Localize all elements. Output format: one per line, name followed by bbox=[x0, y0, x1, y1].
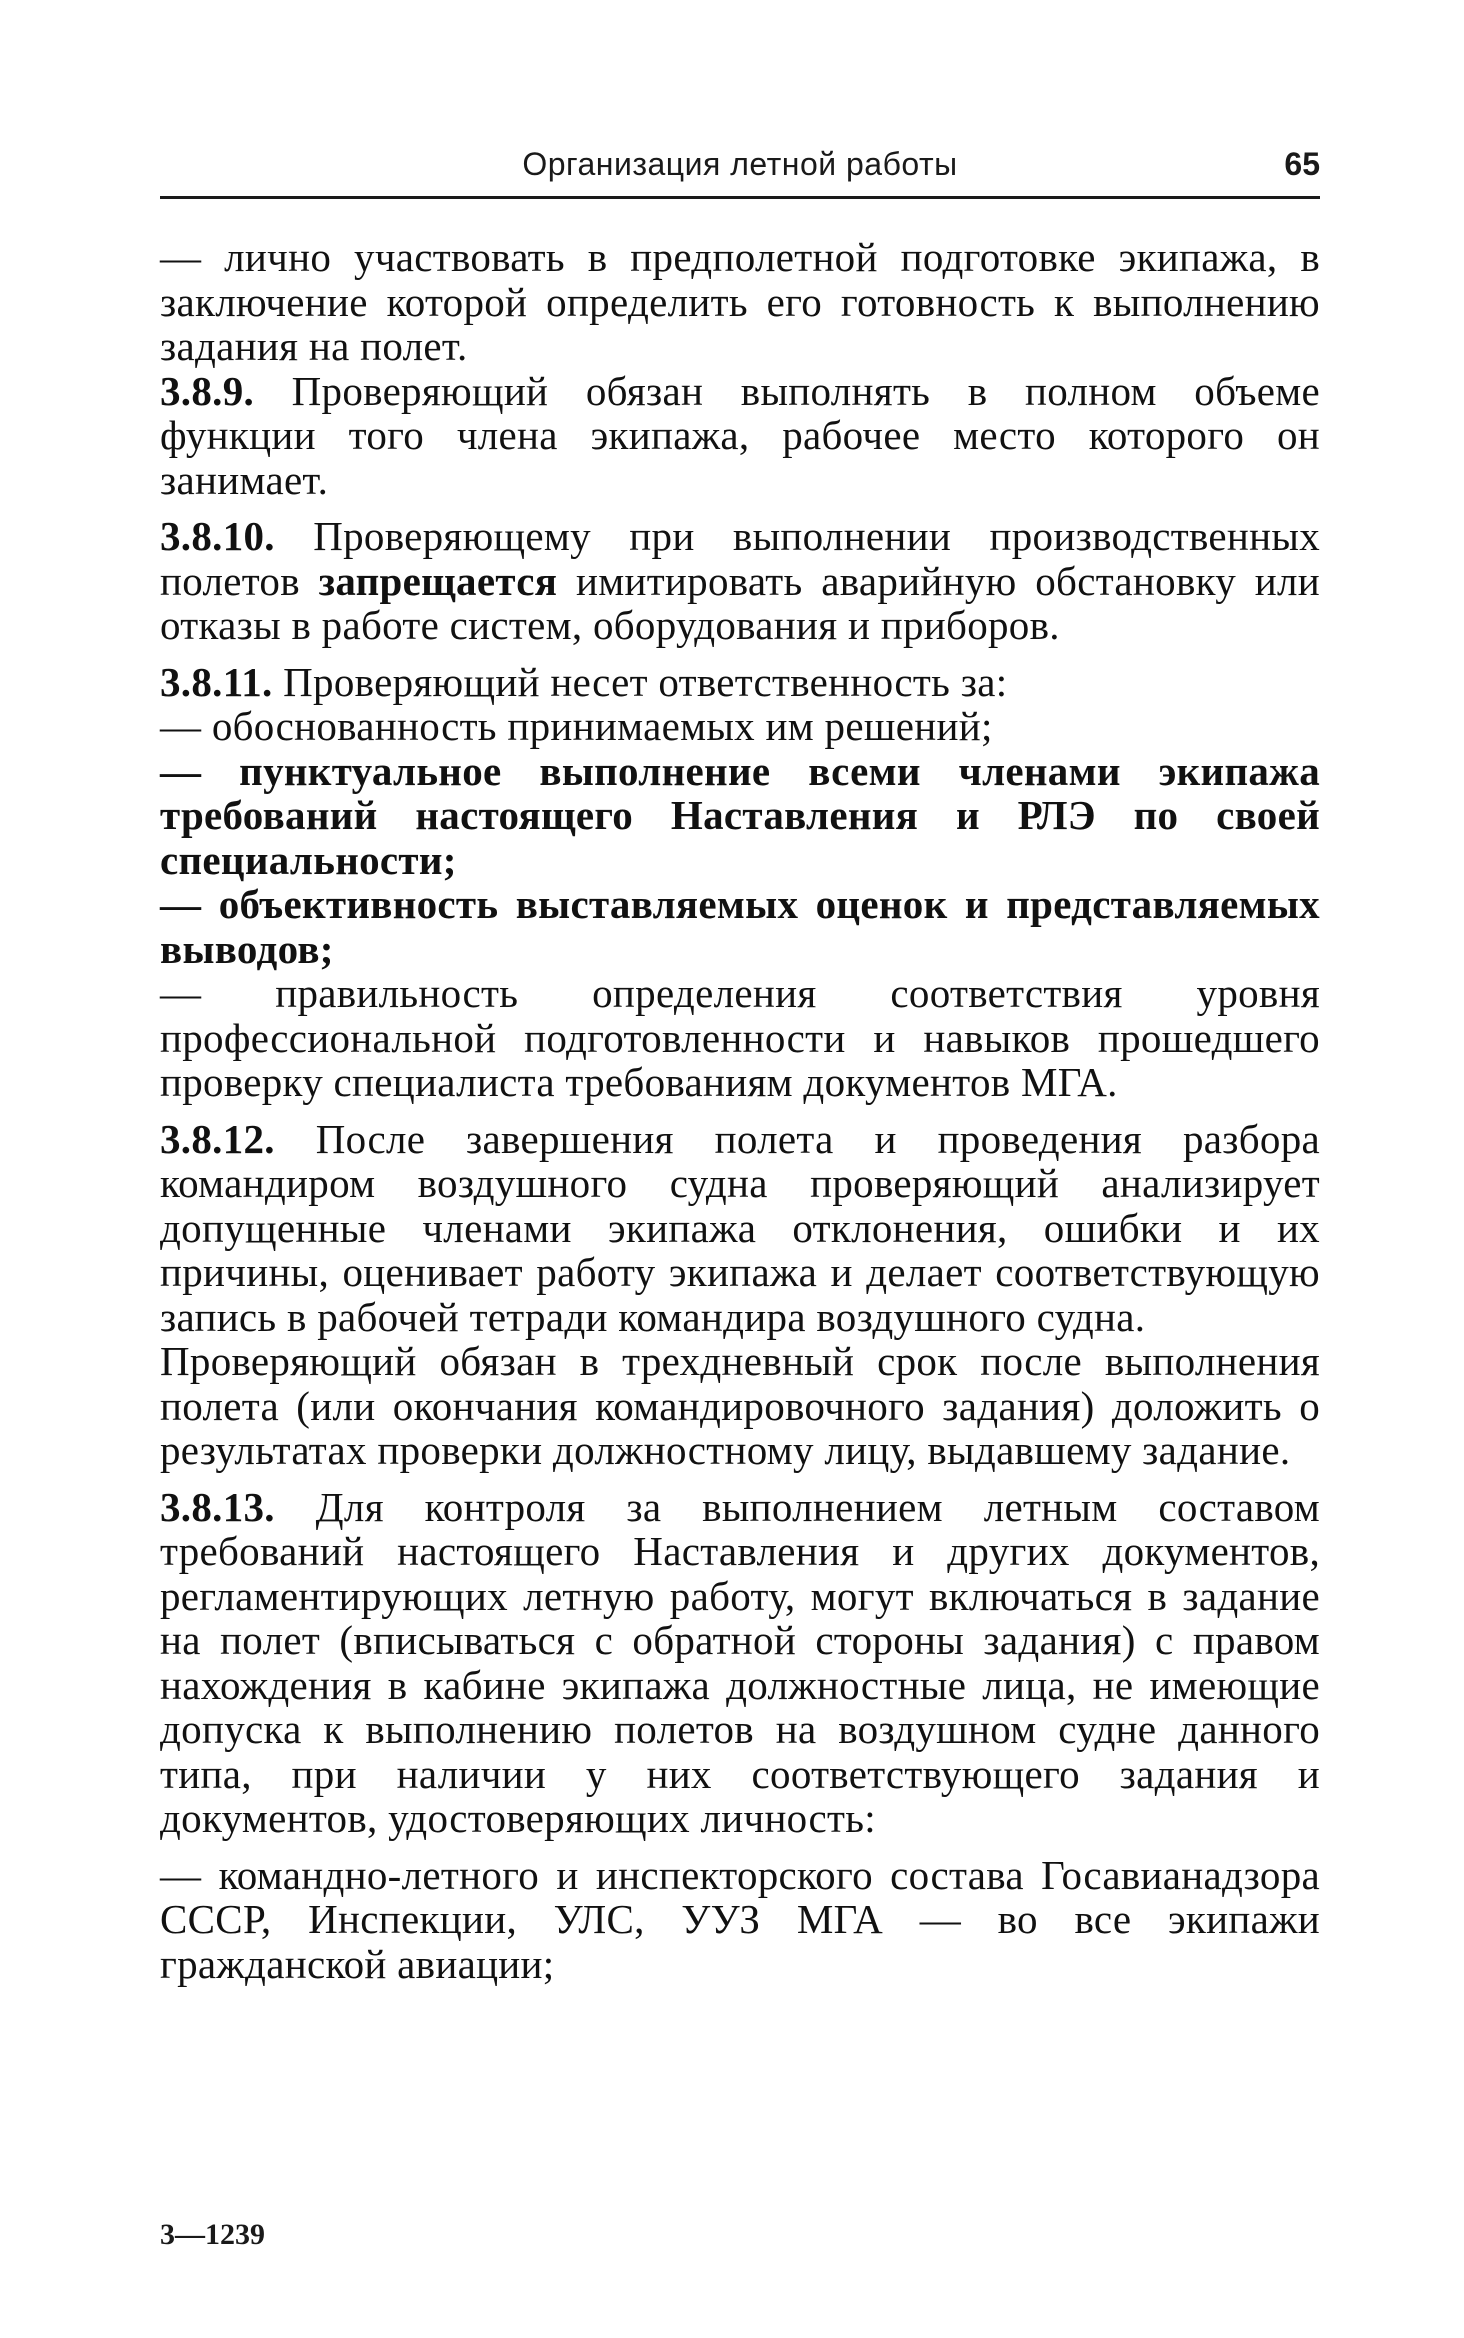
clause-number: 3.8.12. bbox=[160, 1115, 275, 1162]
paragraph-text: Проверяющий обязан в трехдневный срок после выполнения полета (или окончания командировочного задания) доложить о результатах проверки должностному лицу, выдавшему задание. bbox=[160, 1338, 1320, 1473]
paragraph-3-8-10 bbox=[160, 514, 1320, 648]
paragraph-text: — пунктуальное выполнение всеми членами экипажа требований настоящего Наставления и РЛЭ по своей специальности; bbox=[160, 747, 1320, 883]
paragraph-3-8-9 bbox=[160, 369, 1320, 503]
paragraph-continuation bbox=[160, 1339, 1320, 1473]
clause-number: 3.8.10. bbox=[160, 513, 275, 559]
clause-number: 3.8.9. bbox=[160, 367, 255, 414]
paragraph-text: Проверяющему при выполнении производственных полетов bbox=[160, 513, 1320, 604]
list-item bbox=[160, 882, 1320, 971]
clause-number: 3.8.13. bbox=[160, 1483, 275, 1530]
paragraph-text: — командно-летного и инспекторского состава Госавианадзора СССР, Инспекции, УЛС, УУЗ МГА — во все экипажи гражданской авиации; bbox=[160, 1851, 1320, 1987]
paragraph-text: После завершения полета и проведения разбора командиром воздушного судна проверяющий анализирует допущенные членами экипажа отклонения, ошибки и их причины, оценивает работу экипажа и делает соответствующую запись в рабочей тетради командира воздушного судна. bbox=[160, 1115, 1320, 1340]
paragraph-dash-1 bbox=[160, 235, 1320, 369]
paragraph-3-8-11 bbox=[160, 660, 1320, 705]
paragraph-text: — обоснованность принимаемых им решений; bbox=[160, 703, 993, 749]
list-item bbox=[160, 971, 1320, 1105]
page-number: 65 bbox=[1284, 146, 1320, 182]
paragraph-text: Проверяющий обязан выполнять в полном объеме функции того члена экипажа, рабочее место которого он занимает. bbox=[160, 367, 1320, 503]
list-item bbox=[160, 704, 1320, 749]
running-title: Организация летной работы bbox=[522, 146, 958, 182]
paragraph-text: — правильность определения соответствия уровня профессиональной подготовленности и навыков прошедшего проверку специалиста требованиям документов МГА. bbox=[160, 970, 1320, 1105]
body-text bbox=[160, 235, 1320, 1986]
paragraph-text: — объективность выставляемых оценок и представляемых выводов; bbox=[160, 881, 1320, 972]
list-item bbox=[160, 749, 1320, 883]
running-header bbox=[160, 140, 1320, 190]
paragraph-text: имитировать аварийную обстановку или отказы в работе систем, оборудования и приборов. bbox=[160, 557, 1320, 648]
paragraph-3-8-13 bbox=[160, 1485, 1320, 1841]
emphasis-text: запрещается bbox=[318, 557, 558, 604]
paragraph-text: — лично участвовать в предполетной подготовке экипажа, в заключение которой определить его готовность к выполнению задания на полет. bbox=[160, 234, 1320, 369]
paragraph-text: Для контроля за выполнением летным составом требований настоящего Наставления и других документов, регламентирующих летную работу, могут включаться в задание на полет (вписываться с обратной стороны задания) с правом нахождения в кабине экипажа должностные лица, не имеющие допуска к выполнению полетов на воздушном судне данного типа, при наличии у них соответствующего задания и документов, удостоверяющих личность: bbox=[160, 1483, 1320, 1841]
paragraph-3-8-12 bbox=[160, 1117, 1320, 1340]
clause-number: 3.8.11. bbox=[160, 658, 273, 705]
printer-signature: 3—1239 bbox=[160, 2218, 265, 2251]
paragraph-text: Проверяющий несет ответственность за: bbox=[272, 658, 1008, 705]
header-rule bbox=[160, 196, 1320, 199]
document-page bbox=[160, 140, 1320, 1986]
list-item bbox=[160, 1853, 1320, 1987]
